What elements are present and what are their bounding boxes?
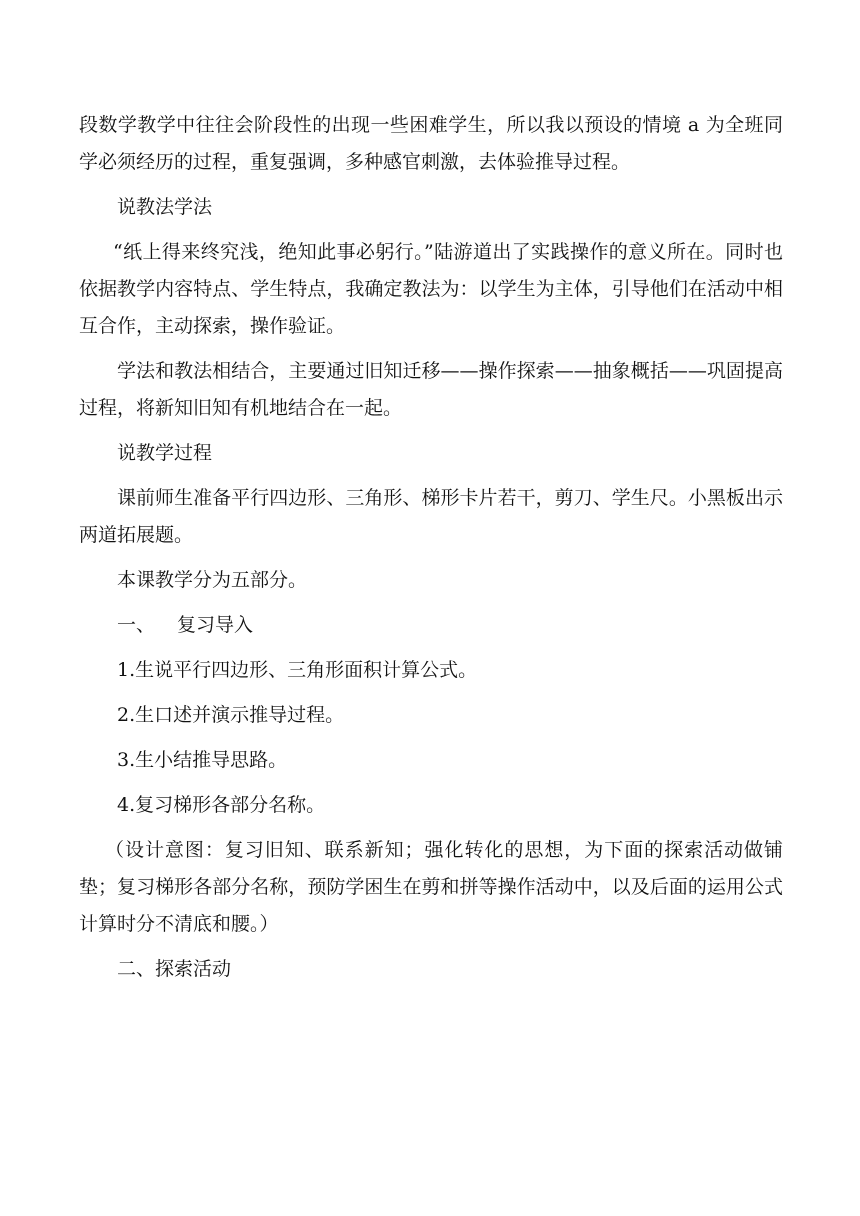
section-one-number: 一、 [117, 614, 156, 636]
paragraph-quote: “纸上得来终究浅，绝知此事必躬行。”陆游道出了实践操作的意义所在。同时也依据教学内容特点、学生特点，我确定教法为：以学生为主体，引导他们在活动中相互合作，主动探索，操作验证。 [79, 241, 783, 337]
list-item: 4.复习梯形各部分名称。 [117, 794, 326, 816]
document-body [79, 107, 783, 996]
paragraph-design-intent: （设计意图：复习旧知、联系新知；强化转化的思想，为下面的探索活动做铺垫；复习梯形各部分名称，预防学困生在剪和拼等操作活动中，以及后面的运用公式计算时分不清底和腰。） [79, 839, 783, 935]
section-one-heading [79, 607, 783, 644]
list-item: 3.生小结推导思路。 [117, 749, 288, 771]
paragraph-five-parts: 本课教学分为五部分。 [117, 569, 308, 591]
paragraph-continuation: 段数学教学中往往会阶段性的出现一些困难学生，所以我以预设的情境 a 为全班同学必须经历的过程，重复强调，多种感官刺激，去体验推导过程。 [79, 114, 783, 173]
heading-teaching-methods: 说教法学法 [117, 196, 213, 218]
list-item: 1.生说平行四边形、三角形面积计算公式。 [117, 659, 478, 681]
heading-teaching-process: 说教学过程 [117, 442, 213, 464]
section-one-title: 复习导入 [177, 614, 254, 636]
paragraph-preparation: 课前师生准备平行四边形、三角形、梯形卡片若干，剪刀、学生尺。小黑板出示两道拓展题。 [79, 487, 783, 546]
section-two-heading: 二、探索活动 [117, 958, 232, 980]
paragraph-method-combination: 学法和教法相结合，主要通过旧知迁移——操作探索——抽象概括——巩固提高过程，将新知旧知有机地结合在一起。 [79, 360, 783, 419]
list-item: 2.生口述并演示推导过程。 [117, 704, 345, 726]
